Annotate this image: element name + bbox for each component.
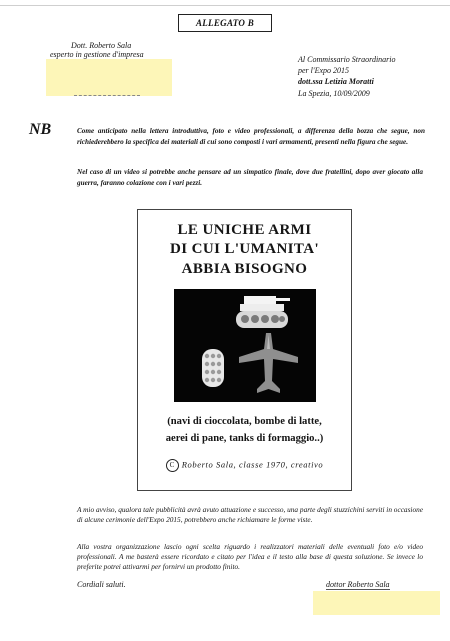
credit-text: Roberto Sala, classe 1970, creativo [181, 459, 324, 470]
signature-name: dottor Roberto Sala [326, 580, 390, 589]
bomb-icon [202, 349, 224, 387]
nb-label: NB [29, 121, 52, 138]
poster [137, 209, 352, 491]
poster-caption-line: aerei di pane, tanks di formaggio..) [165, 433, 324, 444]
recipient-line: Al Commissario Straordinario [298, 55, 396, 64]
recipient-line: per l'Expo 2015 [298, 66, 350, 75]
tank-icon [236, 296, 290, 328]
note-paragraph: Come anticipato nella lettera introduttiva, foto e video professionali, a differenza della bozza che segue, non richiederebbero la specifica dei materiali di cui sono composti i vari armamenti, presenti nella figura che segue. [77, 127, 425, 147]
poster-title-line: ABBIA BISOGNO [181, 261, 308, 277]
redaction-highlight-sender [46, 59, 172, 96]
body-paragraph: A mio avviso, qualora tale pubblicità avrà avuto attuazione e successo, una parte degli stuzzichini serviti in occasione di alcune cerimonie dell'Expo 2015, potrebbero anche richiamare le forme viste. [77, 505, 423, 524]
poster-credit [138, 459, 351, 472]
body-paragraph: Alla vostra organizzazione lascio ogni scelta riguardo i realizzatori materiali delle eventuali foto e/o video professionali. A me basterà essere ricordato e citato per l'idea e il testo alla base di questa soluzione. Se invece lo preferite potrei attivarmi per fornirvi un prodotto finito. [77, 542, 423, 571]
dashed-line [74, 95, 140, 96]
poster-title-line: LE UNICHE ARMI [177, 222, 312, 238]
sender-role: esperto in gestione d'impresa [50, 50, 150, 60]
recipient-name: dott.ssa Letizia Moratti [298, 77, 374, 86]
top-rule [0, 5, 450, 6]
weapons-illustration [174, 289, 316, 402]
poster-title-line: DI CUI L'UMANITA' [169, 241, 320, 257]
copyright-icon: C [166, 459, 179, 472]
redaction-highlight-signature [313, 591, 440, 615]
poster-caption-line: (navi di cioccolata, bombe di latte, [167, 416, 322, 427]
sender-name: Dott. Roberto Sala [71, 41, 132, 50]
place-date: La Spezia, 10/09/2009 [298, 89, 370, 98]
closing-greeting: Cordiali saluti. [77, 580, 126, 589]
attachment-label: ALLEGATO B [178, 14, 272, 32]
recipient-block [298, 54, 396, 87]
note-paragraph: Nel caso di un video si potrebbe anche pensare ad un simpatico finale, dove due fratellini, dopo aver giocato alla guerra, faranno colazione con i vari pezzi. [77, 168, 423, 188]
